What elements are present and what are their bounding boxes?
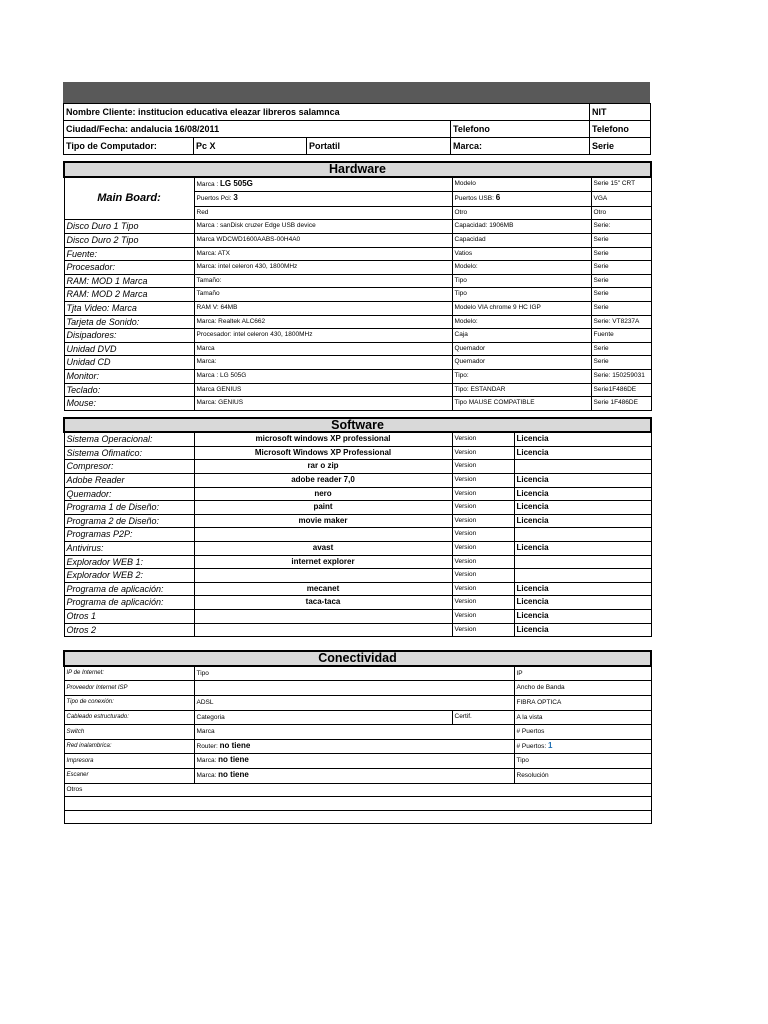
software-row-license [514, 569, 651, 583]
software-row-label: Programa de aplicación: [64, 582, 194, 596]
connectivity-row-detail [194, 725, 514, 740]
hardware-row [64, 397, 651, 411]
software-row-value [194, 528, 452, 542]
connectivity-row-right [514, 725, 651, 740]
software-row-value: Microsoft Windows XP Professional [194, 446, 452, 460]
software-row-value: mecanet [194, 582, 452, 596]
hardware-row-detail: Modelo: [452, 261, 591, 275]
software-row-value [194, 623, 452, 637]
hardware-row-brand: Marca: GENIUS [194, 397, 452, 411]
connectivity-title: Conectividad [64, 651, 651, 666]
software-row-label: Sistema Ofimatico: [64, 446, 194, 460]
connectivity-row-label: Switch [64, 725, 194, 740]
hardware-row-detail: Vatios [452, 247, 591, 261]
hardware-row-detail: Quemador [452, 342, 591, 356]
software-row-license: Licencia [514, 432, 651, 446]
phone-label-2: Telefono [590, 121, 651, 138]
connectivity-row-label: Cableado estructurado: [64, 710, 194, 725]
connectivity-detail-label: Tipo [196, 669, 209, 677]
software-row-version: Version [452, 501, 514, 515]
software-row-value: avast [194, 542, 452, 556]
hardware-row-label: Tarjeta de Sonido: [64, 315, 194, 329]
software-title: Software [64, 418, 651, 433]
software-row-label: Programas P2P: [64, 528, 194, 542]
connectivity-detail-label: Router: [196, 742, 220, 750]
mainboard-model: Modelo [452, 177, 591, 192]
portatil-option: Portatil [307, 138, 451, 155]
hardware-row-detail: Caja [452, 329, 591, 343]
hardware-row-detail: Tipo: ESTANDAR [452, 383, 591, 397]
hardware-row-detail: Capacidad [452, 233, 591, 247]
connectivity-row-detail [194, 768, 514, 783]
blank-row [64, 810, 651, 824]
connectivity-row-detail [194, 710, 452, 725]
blank-row [64, 797, 651, 811]
hardware-row-serial: Serie: [591, 220, 651, 234]
software-row [64, 623, 651, 637]
software-row-license: Licencia [514, 623, 651, 637]
connectivity-right-label: IP [516, 669, 523, 677]
top-bar [63, 82, 650, 103]
brand-label: Marca: [451, 138, 590, 155]
connectivity-row-extra: Certif. [452, 710, 514, 725]
hardware-row-label: Disco Duro 1 Tipo [64, 220, 194, 234]
hardware-row-detail: Quemador [452, 356, 591, 370]
connectivity-row-label: Impresora [64, 754, 194, 769]
software-row-version: Version [452, 487, 514, 501]
hardware-row-detail: Modelo: [452, 315, 591, 329]
connectivity-table [63, 650, 652, 824]
software-row [64, 596, 651, 610]
client-info-table [63, 103, 651, 155]
hardware-row [64, 247, 651, 261]
software-row-license: Licencia [514, 596, 651, 610]
hardware-row-detail: Tipo [452, 288, 591, 302]
hardware-row-label: Procesador: [64, 261, 194, 275]
software-row [64, 610, 651, 624]
hardware-row-brand: Marca GENIUS [194, 383, 452, 397]
hardware-row-detail: Tipo [452, 274, 591, 288]
client-name: Nombre Cliente: institucion educativa eleazar libreros salamnca [64, 104, 590, 121]
hardware-row-brand: Marca: intel celeron 430, 1800MHz [194, 261, 452, 275]
nit-label: NIT [590, 104, 651, 121]
hardware-row-brand: Marca WDCWD1600AABS-00H4A0 [194, 233, 452, 247]
software-row-value: adobe reader 7,0 [194, 474, 452, 488]
software-row-value: rar o zip [194, 460, 452, 474]
software-row-license: Licencia [514, 501, 651, 515]
hardware-row-label: Unidad CD [64, 356, 194, 370]
hardware-row-brand: Procesador: intel celeron 430, 1800MHz [194, 329, 452, 343]
connectivity-detail-value: no tiene [218, 755, 249, 765]
hardware-row [64, 261, 651, 275]
connectivity-row-label: IP de Internet: [64, 666, 194, 681]
software-row [64, 474, 651, 488]
hardware-row-label: Teclado: [64, 383, 194, 397]
hardware-row [64, 356, 651, 370]
software-row-license: Licencia [514, 542, 651, 556]
software-row-version: Version [452, 596, 514, 610]
hardware-row-brand: Marca: [194, 356, 452, 370]
software-row-version: Version [452, 623, 514, 637]
software-row-label: Sistema Operacional: [64, 432, 194, 446]
connectivity-row-right [514, 666, 651, 681]
connectivity-row [64, 710, 651, 725]
software-row-version: Version [452, 432, 514, 446]
software-row-version: Version [452, 569, 514, 583]
connectivity-row-right [514, 768, 651, 783]
hardware-row [64, 220, 651, 234]
software-row-license [514, 555, 651, 569]
hardware-row-label: RAM: MOD 2 Marca [64, 288, 194, 302]
other-label: Otro [452, 206, 591, 220]
hardware-row-brand: Tamaño [194, 288, 452, 302]
network-label: Red [194, 206, 452, 220]
software-row-label: Programa de aplicación: [64, 596, 194, 610]
software-row-version: Version [452, 528, 514, 542]
software-row [64, 487, 651, 501]
software-row-label: Explorador WEB 2: [64, 569, 194, 583]
hardware-title: Hardware [64, 162, 651, 177]
software-row [64, 569, 651, 583]
software-table [63, 417, 652, 638]
hardware-row-serial: Serie [591, 301, 651, 315]
hardware-row-serial: Serie [591, 233, 651, 247]
connectivity-detail-value: no tiene [218, 769, 249, 779]
software-row-value: internet explorer [194, 555, 452, 569]
mainboard-serial: Serie 15" CRT [591, 177, 651, 192]
hardware-row-label: RAM: MOD 1 Marca [64, 274, 194, 288]
software-row-license: Licencia [514, 610, 651, 624]
software-row [64, 514, 651, 528]
software-row-license: Licencia [514, 446, 651, 460]
software-row-label: Otros 1 [64, 610, 194, 624]
connectivity-row [64, 666, 651, 681]
hardware-row-serial: Serie 1F486DE [591, 397, 651, 411]
hardware-row-brand: Marca : LG 505G [194, 369, 452, 383]
software-row-license: Licencia [514, 582, 651, 596]
hardware-row [64, 383, 651, 397]
hardware-row [64, 369, 651, 383]
software-row [64, 582, 651, 596]
software-row [64, 528, 651, 542]
hardware-row-serial: Fuente [591, 329, 651, 343]
software-row-license: Licencia [514, 474, 651, 488]
connectivity-right-label: FIBRA OPTICA [516, 698, 562, 706]
connectivity-row-detail [194, 739, 514, 754]
software-row-label: Antivirus: [64, 542, 194, 556]
connectivity-row [64, 695, 651, 710]
connectivity-right-label: # Puertos: [516, 742, 548, 750]
hardware-row-serial: Serie [591, 274, 651, 288]
hardware-row-label: Tjta Video: Marca [64, 301, 194, 315]
connectivity-right-value: 1 [547, 740, 553, 750]
phone-label-1: Telefono [451, 121, 590, 138]
hardware-row-serial: Serie: VT8237A [591, 315, 651, 329]
connectivity-detail-value: no tiene [219, 740, 251, 750]
connectivity-row [64, 739, 651, 754]
connectivity-row-detail [194, 754, 514, 769]
hardware-row-detail: Tipo MAUSE COMPATIBLE [452, 397, 591, 411]
hardware-row [64, 329, 651, 343]
hardware-row-label: Monitor: [64, 369, 194, 383]
connectivity-row-right [514, 754, 651, 769]
connectivity-right-label: Resolución [516, 771, 549, 779]
connectivity-row-label: Escaner [64, 768, 194, 783]
otros-row: Otros [64, 783, 651, 797]
connectivity-right-label: Ancho de Banda [516, 684, 565, 692]
software-row-license: Licencia [514, 487, 651, 501]
software-row-value: movie maker [194, 514, 452, 528]
pc-option: Pc X [194, 138, 307, 155]
connectivity-detail-label: Marca: [196, 757, 219, 765]
software-row-value [194, 569, 452, 583]
mainboard-label: Main Board: [64, 177, 194, 220]
connectivity-right-label: A la vista [516, 713, 543, 721]
connectivity-row [64, 768, 651, 783]
software-row [64, 446, 651, 460]
software-row [64, 542, 651, 556]
hardware-row-serial: Serie [591, 342, 651, 356]
serial-label: Serie [590, 138, 651, 155]
hardware-row [64, 233, 651, 247]
hardware-row-label: Disco Duro 2 Tipo [64, 233, 194, 247]
hardware-row-detail: Modelo VIA chrome 9 HC IGP [452, 301, 591, 315]
hardware-row-brand: Marca: Realtek ALC662 [194, 315, 452, 329]
software-row [64, 460, 651, 474]
hardware-row-detail: Capacidad: 1906MB [452, 220, 591, 234]
software-row [64, 432, 651, 446]
hardware-row-serial: Serie [591, 356, 651, 370]
software-row-label: Programa 2 de Diseño: [64, 514, 194, 528]
hardware-row-brand: Tamaño: [194, 274, 452, 288]
software-row-license [514, 460, 651, 474]
connectivity-row-detail [194, 666, 514, 681]
connectivity-row-label: Tipo de conexión: [64, 695, 194, 710]
connectivity-detail-label: Categoria [196, 713, 225, 721]
hardware-row [64, 315, 651, 329]
software-row-value: paint [194, 501, 452, 515]
hardware-row-detail: Tipo: [452, 369, 591, 383]
computer-type-label: Tipo de Computador: [64, 138, 194, 155]
connectivity-row-right [514, 695, 651, 710]
software-row-label: Programa 1 de Diseño: [64, 501, 194, 515]
hardware-table [63, 161, 652, 411]
software-row-version: Version [452, 542, 514, 556]
software-row-version: Version [452, 474, 514, 488]
hardware-row [64, 342, 651, 356]
software-row-label: Quemador: [64, 487, 194, 501]
other-label-2: Otro [591, 206, 651, 220]
hardware-row-label: Mouse: [64, 397, 194, 411]
software-row-label: Explorador WEB 1: [64, 555, 194, 569]
hardware-row-serial: Serie: 150259031 [591, 369, 651, 383]
hardware-row-brand: RAM V: 64MB [194, 301, 452, 315]
software-row-version: Version [452, 582, 514, 596]
hardware-row-brand: Marca: ATX [194, 247, 452, 261]
software-row-value: nero [194, 487, 452, 501]
connectivity-row-detail [194, 681, 514, 696]
software-row-version: Version [452, 460, 514, 474]
connectivity-row-right [514, 710, 651, 725]
hardware-row [64, 301, 651, 315]
connectivity-row [64, 754, 651, 769]
connectivity-detail-label: ADSL [196, 698, 214, 706]
hardware-row-serial: Serie1F486DE [591, 383, 651, 397]
software-row-label: Compresor: [64, 460, 194, 474]
hardware-row [64, 274, 651, 288]
software-row [64, 555, 651, 569]
pci-ports: Puertos Pci: 3 [194, 192, 452, 207]
connectivity-row [64, 725, 651, 740]
hardware-row-label: Fuente: [64, 247, 194, 261]
mainboard-brand: Marca : LG 505G [194, 177, 452, 192]
connectivity-row-right [514, 681, 651, 696]
software-row-version: Version [452, 514, 514, 528]
connectivity-row-detail [194, 695, 514, 710]
vga-label: VGA [591, 192, 651, 207]
software-row-value [194, 610, 452, 624]
hardware-row-serial: Serie [591, 261, 651, 275]
connectivity-detail-label: Marca [196, 728, 215, 736]
inventory-sheet [63, 82, 650, 824]
software-row-label: Otros 2 [64, 623, 194, 637]
software-row-license [514, 528, 651, 542]
software-row-version: Version [452, 555, 514, 569]
software-row-license: Licencia [514, 514, 651, 528]
usb-ports: Puertos USB: 6 [452, 192, 591, 207]
connectivity-right-label: # Puertos [516, 728, 545, 736]
hardware-row-label: Unidad DVD [64, 342, 194, 356]
hardware-row-label: Disipadores: [64, 329, 194, 343]
software-row-version: Version [452, 610, 514, 624]
hardware-row-brand: Marca [194, 342, 452, 356]
hardware-row-serial: Serie [591, 247, 651, 261]
connectivity-row [64, 681, 651, 696]
software-row-version: Version [452, 446, 514, 460]
connectivity-row-label: Red inalambrica: [64, 739, 194, 754]
connectivity-row-right [514, 739, 651, 754]
software-row-value: taca-taca [194, 596, 452, 610]
connectivity-right-label: Tipo [516, 757, 529, 765]
software-row [64, 501, 651, 515]
hardware-row-brand: Marca : sanDisk cruzer Edge USB device [194, 220, 452, 234]
connectivity-row-label: Proveedor Internet ISP [64, 681, 194, 696]
software-row-label: Adobe Reader [64, 474, 194, 488]
hardware-row-serial: Serie [591, 288, 651, 302]
hardware-row [64, 288, 651, 302]
connectivity-detail-label: Marca: [196, 771, 219, 779]
software-row-value: microsoft windows XP professional [194, 432, 452, 446]
city-date: Ciudad/Fecha: andalucia 16/08/2011 [64, 121, 451, 138]
